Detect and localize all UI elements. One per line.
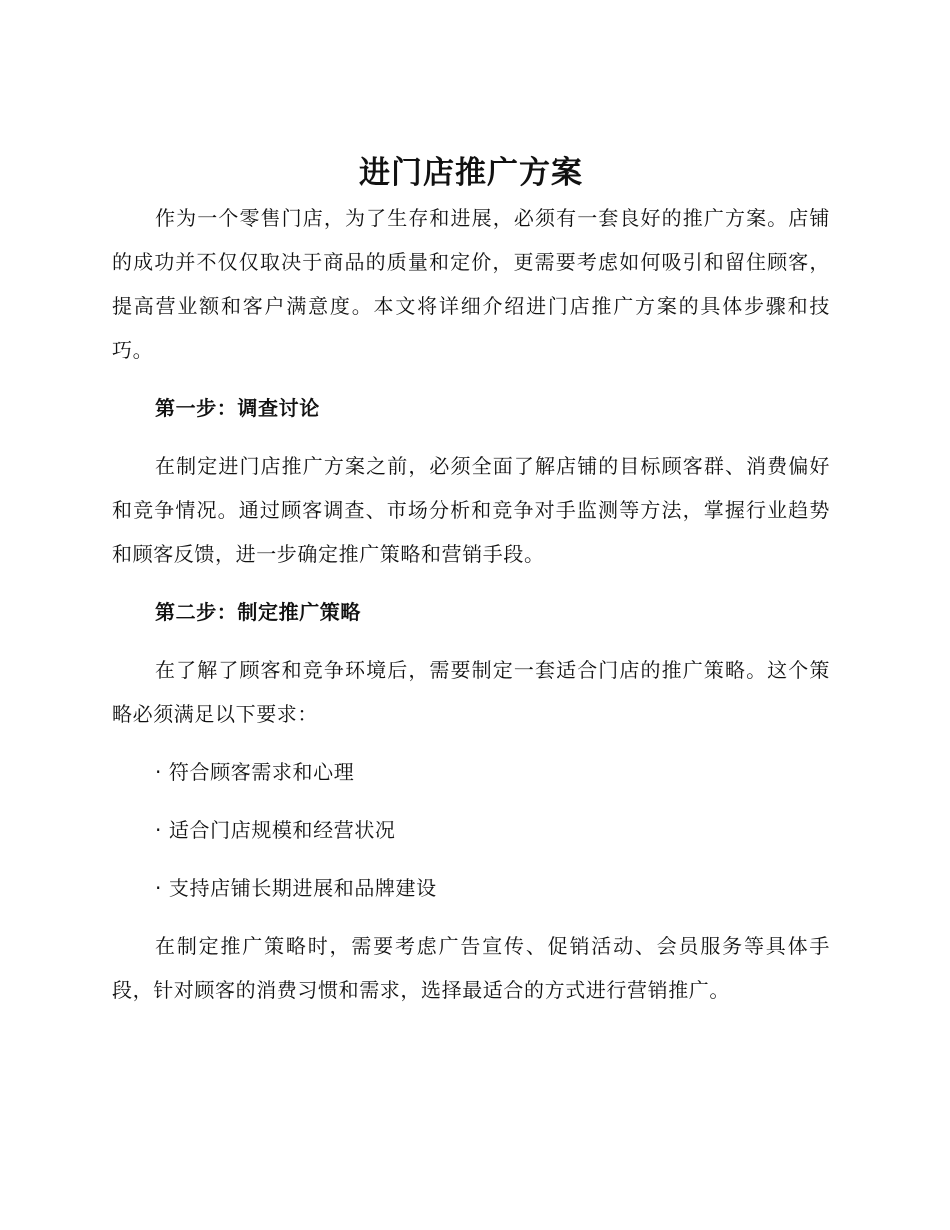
section-paragraph-step-2: 在了解了顾客和竞争环境后，需要制定一套适合门店的推广策略。这个策略必须满足以下要求： <box>112 658 830 726</box>
document-page <box>112 150 830 1012</box>
intro-paragraph: 作为一个零售门店，为了生存和进展，必须有一套良好的推广方案。店铺的成功并不仅仅取决于商品的质量和定价，更需要考虑如何吸引和留住顾客，提高营业额和客户满意度。本文将详细介绍进门店推广方案的具体步骤和技巧。 <box>112 206 830 362</box>
spacer <box>112 910 830 924</box>
list-item: · 适合门店规模和经营状况 <box>155 818 396 842</box>
spacer <box>112 576 830 590</box>
spacer <box>112 372 830 386</box>
list-item: · 支持店铺长期进展和品牌建设 <box>155 876 437 900</box>
spacer <box>112 430 830 444</box>
list-item: · 符合顾客需求和心理 <box>155 760 355 784</box>
section-heading-step-1: 第一步：调查讨论 <box>155 396 320 420</box>
document-title: 进门店推广方案 <box>359 155 583 191</box>
spacer <box>112 634 830 648</box>
section-paragraph-step-1: 在制定进门店推广方案之前，必须全面了解店铺的目标顾客群、消费偏好和竞争情况。通过顾客调查、市场分析和竞争对手监测等方法，掌握行业趋势和顾客反馈，进一步确定推广策略和营销手段。 <box>112 454 830 566</box>
section-heading-step-2: 第二步：制定推广策略 <box>155 600 361 624</box>
closing-paragraph: 在制定推广策略时，需要考虑广告宣传、促销活动、会员服务等具体手段，针对顾客的消费习惯和需求，选择最适合的方式进行营销推广。 <box>112 934 830 1002</box>
requirement-list <box>112 750 830 910</box>
